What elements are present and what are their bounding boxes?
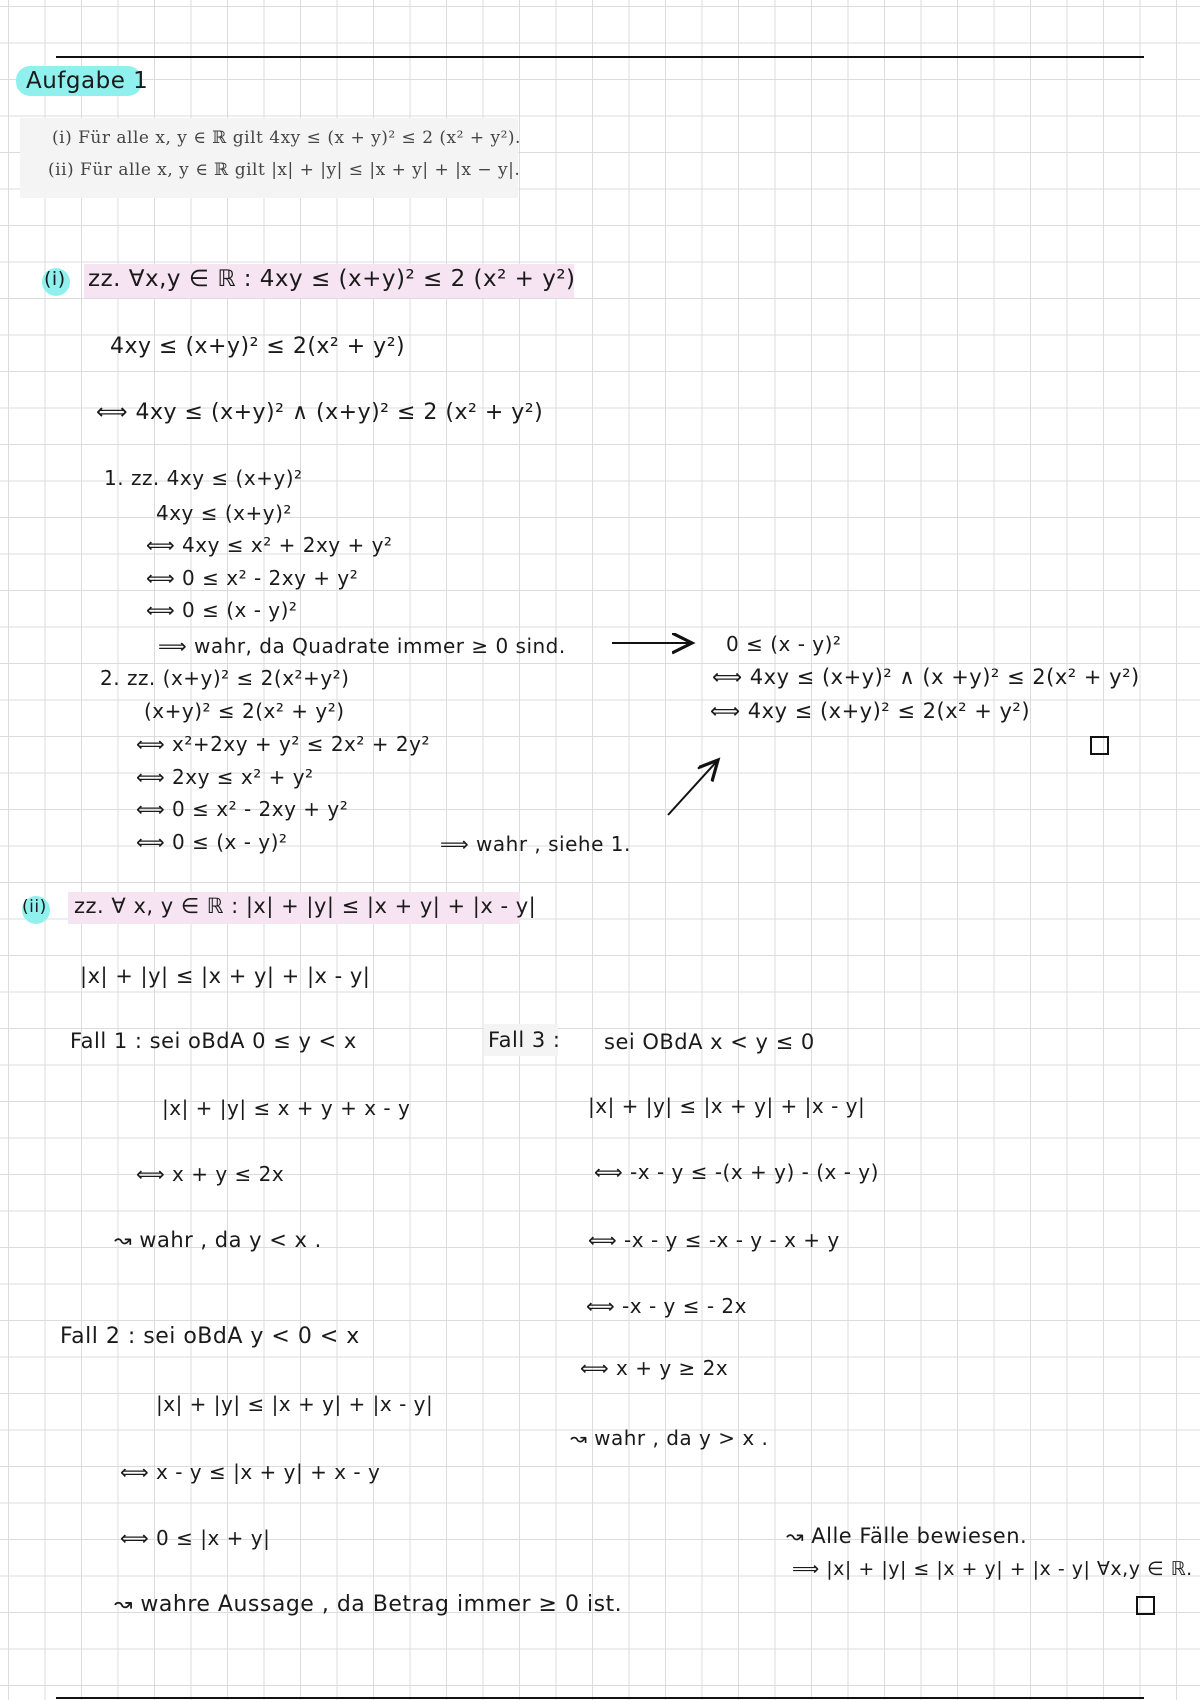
conclusion-1: ↝ Alle Fälle bewiesen. bbox=[786, 1524, 1028, 1548]
step1-head: 1. zz. 4xy ≤ (x+y)² bbox=[104, 466, 303, 490]
fall2-a: |x| + |y| ≤ |x + y| + |x - y| bbox=[156, 1392, 434, 1416]
fall1-c: ↝ wahr , da y < x . bbox=[114, 1228, 322, 1252]
part-i-marker: (i) bbox=[44, 268, 66, 290]
heading: Aufgabe 1 bbox=[26, 68, 149, 94]
result-line-1: 0 ≤ (x - y)² bbox=[726, 632, 842, 656]
fall3-c: ⟺ -x - y ≤ -x - y - x + y bbox=[588, 1228, 840, 1252]
step1-e: ⟹ wahr, da Quadrate immer ≥ 0 sind. bbox=[158, 634, 566, 658]
conclusion-2: ⟹ |x| + |y| ≤ |x + y| + |x - y| ∀x,y ∈ ℝ. bbox=[792, 1558, 1193, 1580]
step1-a: 4xy ≤ (x+y)² bbox=[156, 501, 292, 525]
fall3-d: ⟺ -x - y ≤ - 2x bbox=[586, 1294, 747, 1318]
part-ii-marker: (ii) bbox=[22, 897, 47, 917]
result-line-3: ⟺ 4xy ≤ (x+y)² ≤ 2(x² + y²) bbox=[710, 699, 1031, 723]
problem-ii: (ii) Für alle x, y ∈ ℝ gilt |x| + |y| ≤ |x + y| + |x − y|. bbox=[48, 160, 521, 180]
fall3-e: ⟺ x + y ≥ 2x bbox=[580, 1356, 729, 1380]
fall1-b: ⟺ x + y ≤ 2x bbox=[136, 1162, 285, 1186]
step2-b: ⟺ x²+2xy + y² ≤ 2x² + 2y² bbox=[136, 732, 430, 756]
step2-f: ⟹ wahr , siehe 1. bbox=[440, 832, 631, 856]
step2-head: 2. zz. (x+y)² ≤ 2(x²+y²) bbox=[100, 666, 350, 690]
fall1-a: |x| + |y| ≤ x + y + x - y bbox=[162, 1096, 411, 1120]
fall3-a: |x| + |y| ≤ |x + y| + |x - y| bbox=[588, 1094, 866, 1118]
fall3-head: sei OBdA x < y ≤ 0 bbox=[604, 1030, 815, 1054]
step2-e: ⟺ 0 ≤ (x - y)² bbox=[136, 830, 288, 854]
step2-d: ⟺ 0 ≤ x² - 2xy + y² bbox=[136, 797, 349, 821]
fall2-b: ⟺ x - y ≤ |x + y| + x - y bbox=[120, 1460, 381, 1484]
step1-c: ⟺ 0 ≤ x² - 2xy + y² bbox=[146, 566, 359, 590]
result-line-2: ⟺ 4xy ≤ (x+y)² ∧ (x +y)² ≤ 2(x² + y²) bbox=[712, 665, 1140, 689]
part-ii-line-1: |x| + |y| ≤ |x + y| + |x - y| bbox=[80, 964, 371, 988]
step2-c: ⟺ 2xy ≤ x² + y² bbox=[136, 765, 314, 789]
part-ii-claim: zz. ∀ x, y ∈ ℝ : |x| + |y| ≤ |x + y| + |x - y| bbox=[74, 894, 537, 918]
arrow-diagonal bbox=[668, 760, 718, 815]
problem-i: (i) Für alle x, y ∈ ℝ gilt 4xy ≤ (x + y)² ≤ 2 (x² + y²). bbox=[52, 128, 521, 148]
fall1-head: Fall 1 : sei oBdA 0 ≤ y < x bbox=[70, 1029, 357, 1053]
step1-d: ⟺ 0 ≤ (x - y)² bbox=[146, 598, 298, 622]
part-i-line-1: 4xy ≤ (x+y)² ≤ 2(x² + y²) bbox=[110, 334, 406, 359]
fall3-b: ⟺ -x - y ≤ -(x + y) - (x - y) bbox=[594, 1160, 879, 1184]
step2-a: (x+y)² ≤ 2(x² + y²) bbox=[144, 699, 345, 723]
part-i-claim: zz. ∀x,y ∈ ℝ : 4xy ≤ (x+y)² ≤ 2 (x² + y²) bbox=[88, 266, 576, 292]
fall3-f: ↝ wahr , da y > x . bbox=[570, 1426, 769, 1450]
fall2-c: ⟺ 0 ≤ |x + y| bbox=[120, 1526, 271, 1550]
step1-b: ⟺ 4xy ≤ x² + 2xy + y² bbox=[146, 533, 393, 557]
fall3-label: Fall 3 : bbox=[488, 1028, 561, 1052]
part-i-line-2: ⟺ 4xy ≤ (x+y)² ∧ (x+y)² ≤ 2 (x² + y²) bbox=[96, 400, 544, 425]
fall2-head: Fall 2 : sei oBdA y < 0 < x bbox=[60, 1324, 360, 1349]
qed-box-ii bbox=[1136, 1596, 1155, 1615]
fall2-d: ↝ wahre Aussage , da Betrag immer ≥ 0 ist. bbox=[114, 1592, 623, 1617]
